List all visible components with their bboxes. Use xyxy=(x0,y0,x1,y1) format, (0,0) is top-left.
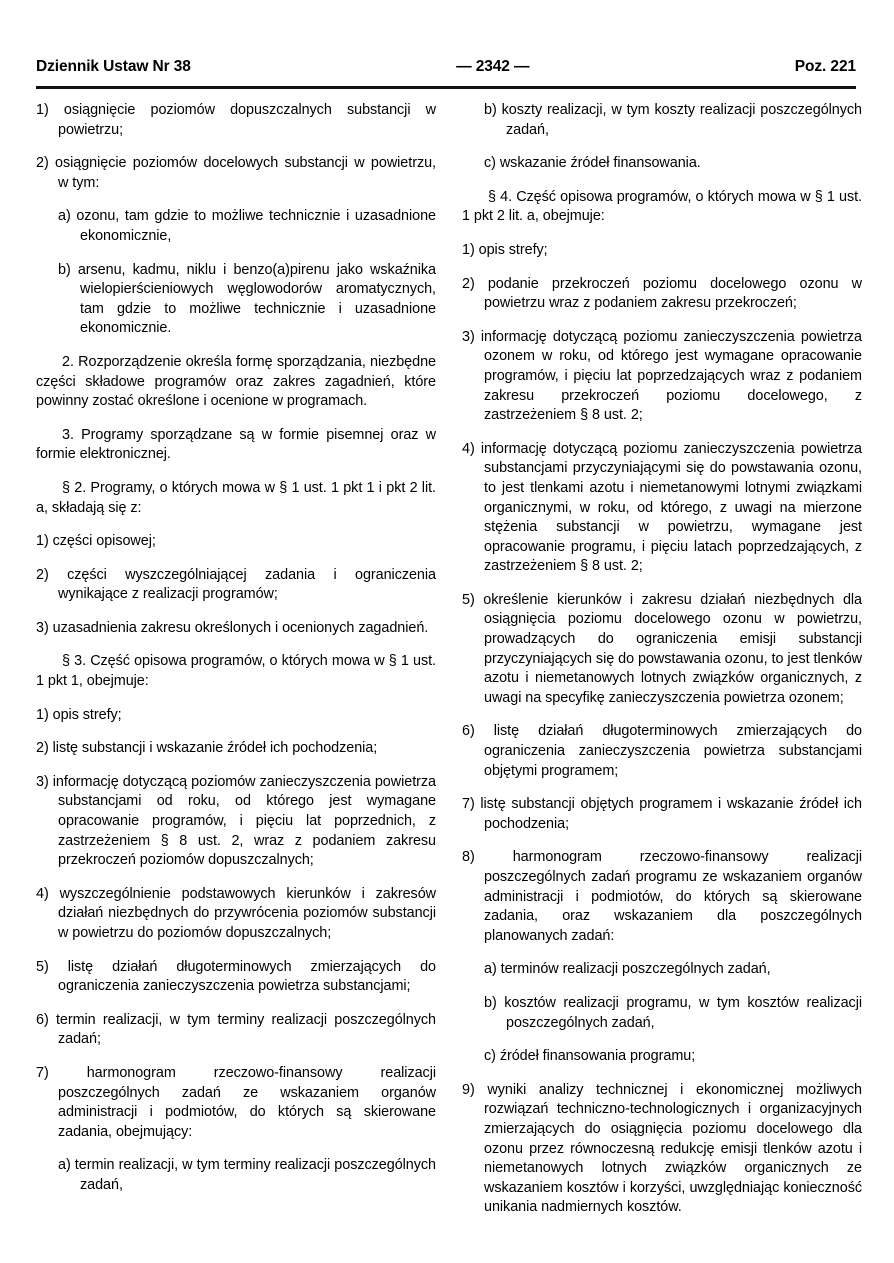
paragraph-block: 3. Programy sporządzane są w formie pisemnej oraz w formie elektronicznej. xyxy=(36,426,436,463)
paragraph-block: § 2. Programy, o których mowa w § 1 ust. 1 pkt 1 i pkt 2 lit. a, składają się z: xyxy=(36,479,436,516)
journal-title: Dziennik Ustaw Nr 38 xyxy=(36,58,191,75)
list-subitem: a) termin realizacji, w tym terminy realizacji poszczególnych zadań, xyxy=(58,1157,436,1193)
list-item: 4) wyszczególnienie podstawowych kierunków i zakresów działań niezbędnych do przywrócenia poziomów substancji w powietrzu do poziomów dopuszczalnych; xyxy=(36,885,436,941)
two-column-body xyxy=(0,101,894,1218)
list-item: 6) termin realizacji, w tym terminy realizacji poszczególnych zadań; xyxy=(36,1011,436,1048)
position-label: Poz. 221 xyxy=(794,58,856,75)
list-item: 1) opis strefy; xyxy=(36,706,122,723)
list-item: 1) części opisowej; xyxy=(36,533,156,550)
list-item: 5) określenie kierunków i zakresu działań niezbędnych dla osiągnięcia poziomu docelowego ozonu w powietrzu, prowadzących do ograniczenia emisji substancji przyczyniających się do powstawania ozonu, to jest tlenków azotu i niemetanowych lotnych związków organicznych, z uwagi na specyfikę zanieczyszczenia powietrza ozonem; xyxy=(462,591,862,706)
list-item: 2) części wyszczególniającej zadania i ograniczenia wynikające z realizacji programów; xyxy=(36,566,436,603)
list-item: 7) harmonogram rzeczowo-finansowy realizacji poszczególnych zadań ze wskazaniem organów administracji i podmiotów, do których są skierowane zadania, obejmujący: xyxy=(36,1064,436,1140)
list-subitem: c) źródeł finansowania programu; xyxy=(484,1048,696,1065)
list-item: 3) informację dotyczącą poziomu zanieczyszczenia powietrza ozonem w roku, od którego jest wymagane opracowanie programów, i pięciu lat poprzedzających wraz z podaniem zakresu przekroczeń poziomu docelowego, z zastrzeżeniem § 8 ust. 2; xyxy=(462,328,862,424)
list-item: 1) osiągnięcie poziomów dopuszczalnych substancji w powietrzu; xyxy=(36,102,436,138)
list-item: 3) informację dotyczącą poziomów zanieczyszczenia powietrza substancjami od roku, od którego jest wymagane opracowanie programów, i pięciu lat poprzednich, z zastrzeżeniem § 8 ust. 2, wraz z podaniem zakresu przekroczeń poziomów dopuszczalnych; xyxy=(36,773,436,869)
list-item: 4) informację dotyczącą poziomu zanieczyszczenia powietrza substancjami przyczyniającymi się do powstawania ozonu, to jest tlenkami azotu i niemetanowymi lotnymi związkami organicznymi, w roku, od którego, z uwagi na mierzone stężenia substancji w powietrzu, wymagane jest opracowanie programu, i pięciu latach poprzedzających, z zastrzeżeniem § 8 ust. 2; xyxy=(462,440,862,575)
list-item: 5) listę działań długoterminowych zmierzających do ograniczenia zanieczyszczenia powietrza substancjami; xyxy=(36,958,436,995)
list-item: 2) listę substancji i wskazanie źródeł ich pochodzenia; xyxy=(36,740,378,757)
list-item: 2) podanie przekroczeń poziomu docelowego ozonu w powietrzu wraz z podaniem zakresu przekroczeń; xyxy=(462,275,862,312)
list-subitem: b) kosztów realizacji programu, w tym kosztów realizacji poszczególnych zadań, xyxy=(484,994,862,1031)
list-subitem: b) koszty realizacji, w tym koszty realizacji poszczególnych zadań, xyxy=(484,102,862,138)
paragraph-block: § 4. Część opisowa programów, o których mowa w § 1 ust. 1 pkt 2 lit. a, obejmuje: xyxy=(462,188,862,225)
right-text-column xyxy=(462,101,862,1218)
list-item: 6) listę działań długoterminowych zmierzających do ograniczenia zanieczyszczenia powietrza substancjami objętymi programem; xyxy=(462,723,862,779)
header-divider-rule xyxy=(36,86,856,89)
list-subitem: a) terminów realizacji poszczególnych zadań, xyxy=(484,961,771,978)
list-item: 8) harmonogram rzeczowo-finansowy realizacji poszczególnych zadań programu ze wskazaniem organów administracji i podmiotów, do których są skierowane zadania, oraz wskazaniem dla poszczególnych planowanych zadań: xyxy=(462,849,862,944)
list-item: 1) opis strefy; xyxy=(462,241,548,258)
list-item: 9) wyniki analizy technicznej i ekonomicznej możliwych rozwiązań techniczno-technologicznych i organizacyjnych zmierzających do osiągnięcia poziomu docelowego dla ozonu przez równoczesną redukcję emisji tlenków azotu i niemetanowych lotnych związków organicznych ze wskazaniem kosztów i korzyści, uwzględniając konieczność unikania nadmiernych kosztów. xyxy=(462,1081,862,1216)
list-item: 7) listę substancji objętych programem i wskazanie źródeł ich pochodzenia; xyxy=(462,796,862,832)
list-subitem: c) wskazanie źródeł finansowania. xyxy=(484,155,701,172)
left-text-column xyxy=(36,101,436,1218)
list-subitem: a) ozonu, tam gdzie to możliwe technicznie i uzasadnione ekonomicznie, xyxy=(58,208,436,244)
list-item: 2) osiągnięcie poziomów docelowych substancji w powietrzu, w tym: xyxy=(36,155,436,191)
page-number: — 2342 — xyxy=(456,58,530,75)
list-subitem: b) arsenu, kadmu, niklu i benzo(a)pirenu jako wskaźnika wielopierścieniowych węglowodorów aromatycznych, tam gdzie to możliwe technicznie i uzasadnione ekonomicznie. xyxy=(58,261,436,337)
paragraph-block: 2. Rozporządzenie określa formę sporządzania, niezbędne części składowe programów oraz zakres zagadnień, które powinny zostać określone i ocenione w programach. xyxy=(36,353,436,410)
list-item: 3) uzasadnienia zakresu określonych i ocenionych zagadnień. xyxy=(36,619,429,636)
paragraph-block: § 3. Część opisowa programów, o których mowa w § 1 ust. 1 pkt 1, obejmuje: xyxy=(36,653,436,690)
running-head xyxy=(36,58,856,88)
